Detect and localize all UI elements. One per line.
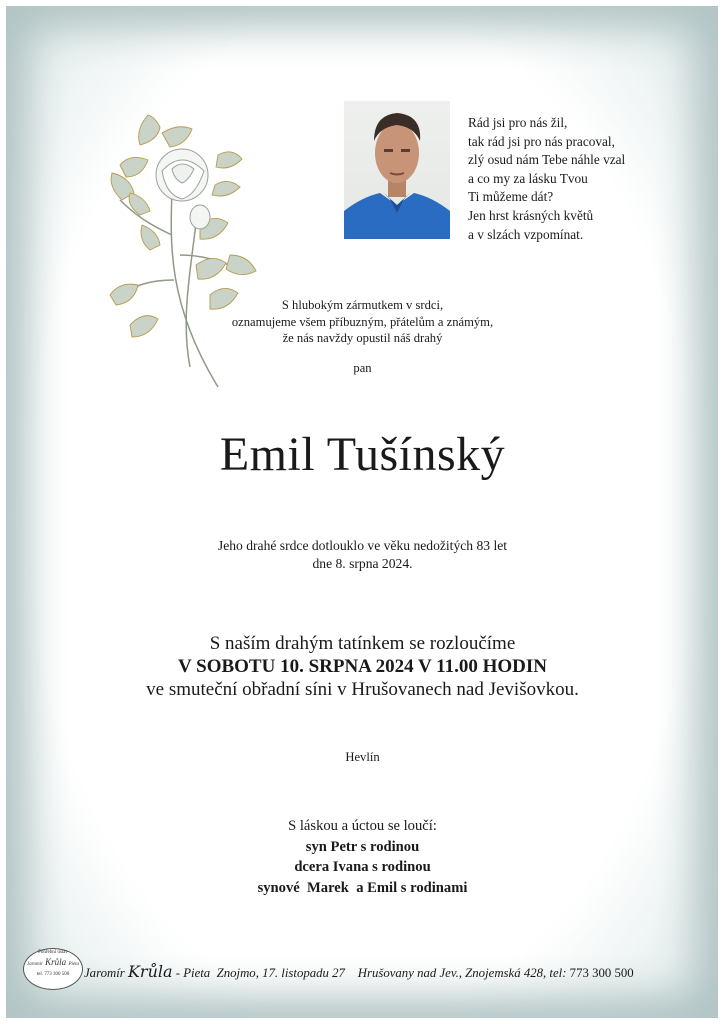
intro-line: S hlubokým zármutkem v srdci, [281, 298, 444, 312]
farewell-section [0, 816, 725, 898]
mourner-line: syn Petr s rodinou [305, 838, 420, 855]
ceremony-date: V SOBOTU 10. SRPNA 2024 V 11.00 HODIN [178, 656, 547, 677]
footer-brand: Krůla [127, 962, 173, 981]
stamp-suffix: Pieta [68, 962, 79, 967]
ceremony-location: ve smuteční obřadní síni v Hrušovanech nad Jevišovkou. [146, 679, 579, 700]
ceremony-info [0, 632, 725, 701]
mourner-line: synové Marek a Emil s rodinami [257, 879, 468, 896]
ceremony-intro: S naším drahým tatínkem se rozloučíme [209, 633, 516, 654]
deceased-name: Emil Tušínský [219, 428, 506, 481]
poem-line: Rád jsi pro nás žil, [468, 115, 568, 130]
poem-line: a v slzách vzpomínat. [468, 226, 584, 242]
age-statement [0, 537, 725, 572]
age-line: dne 8. srpna 2024. [312, 555, 413, 571]
poem-line: tak rád jsi pro nás pracoval, [468, 133, 615, 149]
footer-phone: 773 300 500 [569, 966, 634, 980]
place-name: Hevlín [345, 750, 380, 764]
mourner-line: dcera Ivana s rodinou [294, 859, 431, 875]
stamp-bottom: tel. 773 300 500 [36, 972, 70, 977]
intro-line: oznamujeme všem příbuzným, přátelům a známým, [231, 314, 494, 329]
portrait-figure [344, 101, 450, 239]
stamp-top: Pohřební ústav [38, 950, 68, 955]
announcement-intro [0, 297, 725, 347]
stamp-prefix: Jaromír [26, 962, 43, 967]
farewell-heading: S láskou a úctou se loučí: [288, 818, 437, 834]
funeral-service-stamp [23, 948, 83, 990]
poem-line: zlý osud nám Tebe náhle vzal [468, 152, 626, 168]
funeral-service-footer [84, 962, 714, 981]
poem [468, 114, 688, 244]
footer-prefix: Jaromír [84, 966, 128, 980]
rose-illustration [100, 105, 265, 395]
poem-line: a co my za lásku Tvou [468, 170, 588, 186]
salutation: pan [353, 361, 372, 375]
stamp-brand: Krůla [45, 957, 67, 967]
poem-line: Jen hrst krásných květů [468, 207, 594, 223]
age-line: Jeho drahé srdce dotlouklo ve věku nedožitých 83 let [217, 538, 508, 553]
poem-line: Ti můžeme dát? [468, 189, 554, 205]
portrait-photo [344, 101, 450, 239]
footer-address: - Pieta Znojmo, 17. listopadu 27 Hrušovany nad Jev., Znojemská 428, tel: [172, 966, 570, 980]
intro-line: že nás navždy opustil náš drahý [282, 331, 443, 346]
